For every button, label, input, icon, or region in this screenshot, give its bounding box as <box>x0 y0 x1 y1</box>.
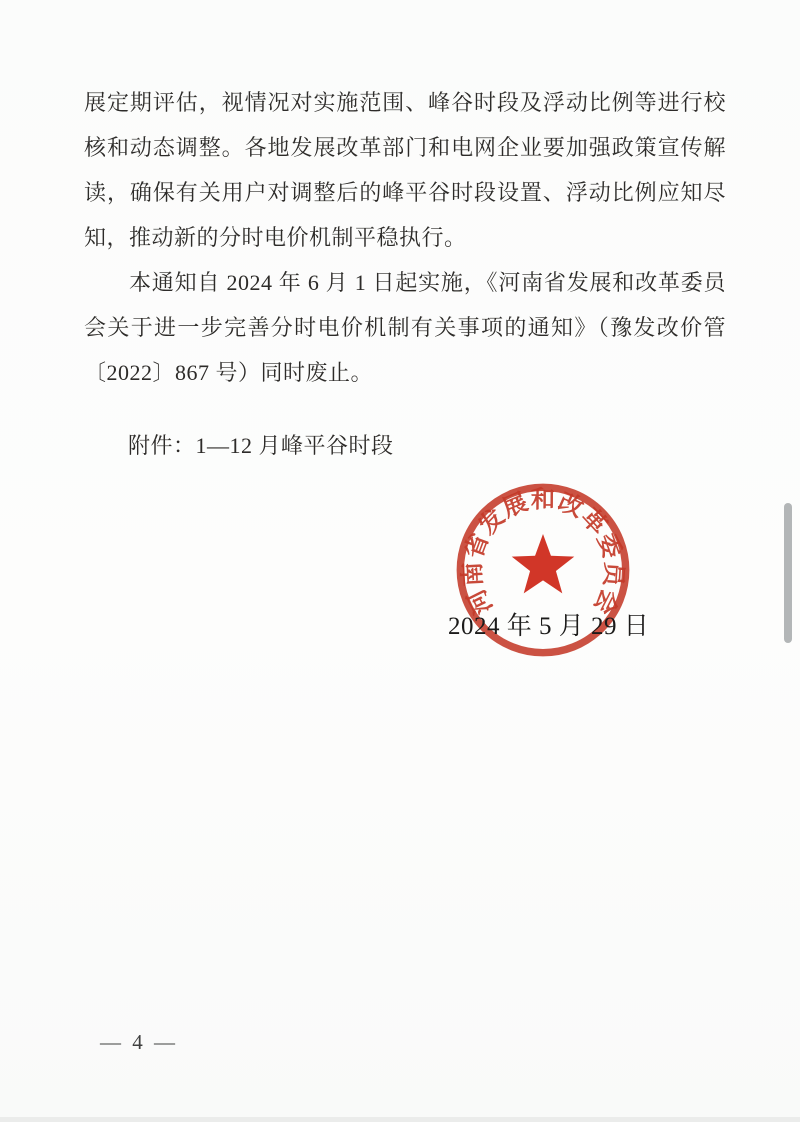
body-line: 读，确保有关用户对调整后的峰平谷时段设置、浮动比例应知尽 <box>84 180 726 205</box>
seal-organization-text: 河南省发展和改革委员会 <box>458 486 628 620</box>
scan-edge-shadow <box>0 1117 800 1122</box>
seal-star-icon <box>512 534 575 593</box>
body-line: 本通知自 2024 年 6 月 1 日起实施，《河南省发展和改革委员 <box>129 270 726 295</box>
body-line: 展定期评估，视情况对实施范围、峰谷时段及浮动比例等进行校 <box>84 90 726 115</box>
body-line: 核和动态调整。各地发展改革部门和电网企业要加强政策宣传解 <box>84 135 726 160</box>
page-number: — 4 — <box>100 1030 178 1054</box>
notice-body <box>84 80 726 395</box>
body-line: 会关于进一步完善分时电价机制有关事项的通知》（豫发改价管 <box>84 315 726 340</box>
issue-date: 2024 年 5 月 29 日 <box>448 613 650 640</box>
attachment-line: 附件：1—12 月峰平谷时段 <box>128 433 394 458</box>
official-seal <box>437 464 649 676</box>
scrollbar-thumb[interactable] <box>784 503 792 643</box>
body-line: 〔2022〕867 号）同时废止。 <box>84 360 374 385</box>
body-line: 知，推动新的分时电价机制平稳执行。 <box>84 225 467 250</box>
official-seal-graphic <box>437 464 649 676</box>
